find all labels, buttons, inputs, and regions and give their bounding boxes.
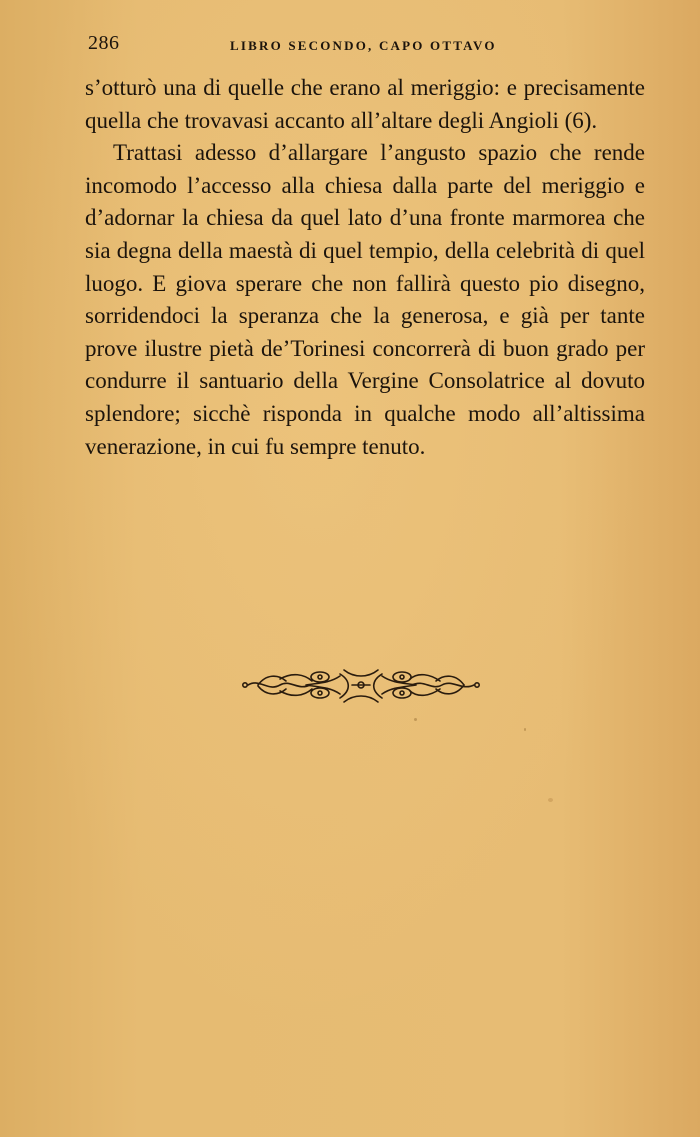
running-head [88,32,644,60]
page-number: 286 [88,32,120,54]
paper-speck [414,718,417,721]
paper-speck [524,728,526,731]
paper-speck [548,798,553,802]
paragraph-2: Trattasi adesso d’allargare l’angusto spazio che rende incomodo l’accesso alla chiesa dalla parte del meriggio e d’adornar la chiesa da quel lato d’una fronte marmorea che sia degna della maestà di quel tempio, della celebrità di quel luogo. E giova sperare che non fallirà questo pio disegno, sorridendoci la speranza che la generosa, e già per tante prove ilustre pietà de’Torinesi concorrerà di buon grado per condurre il santuario della Vergine Consolatrice al dovuto splendore; sicchè risponda in qualche modo all’altissima venerazione, in cui fu sempre tenuto. [85,140,645,459]
chapter-header-title: LIBRO SECONDO, CAPO OTTAVO [230,38,497,53]
floral-ornament-icon [240,664,482,710]
paragraph-1: s’otturò una di quelle che erano al meriggio: e precisamente quella che trovavasi accanto all’altare degli Angioli (6). [85,75,645,133]
body-text [85,72,645,463]
